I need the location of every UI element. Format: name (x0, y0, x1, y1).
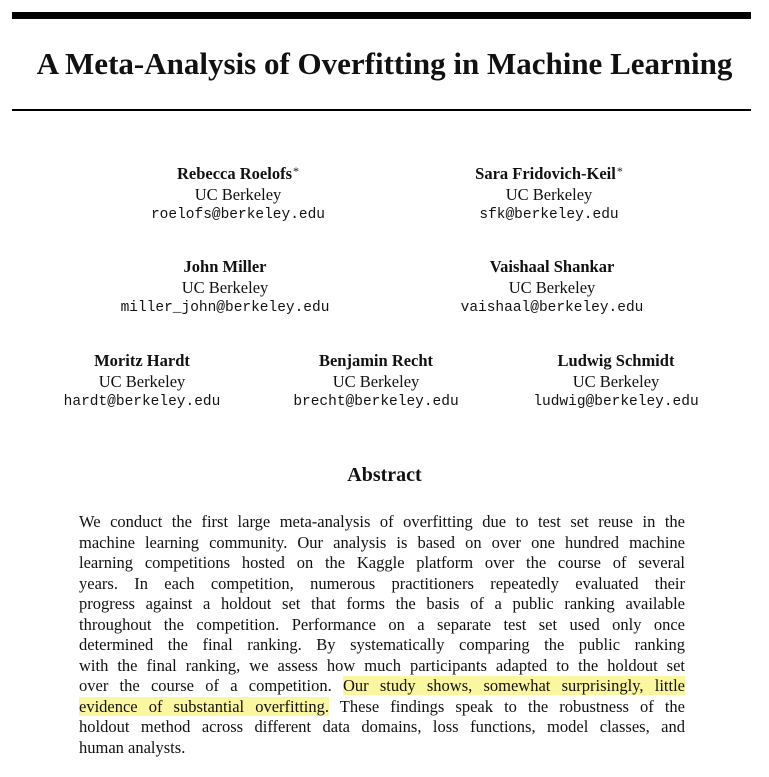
author-block (22, 350, 262, 412)
abstract-line: progress against a holdout set that forms the basis of a public ranking available (79, 594, 685, 613)
author-email: hardt@berkeley.edu (63, 394, 221, 410)
author-affiliation: UC Berkeley (332, 372, 420, 391)
equal-contribution-mark: * (293, 164, 299, 178)
author-affiliation: UC Berkeley (181, 278, 269, 297)
highlighted-text: evidence of substantial overfitting. (79, 696, 329, 716)
title-bottom-rule (12, 109, 751, 111)
abstract-text: over the course of a competition. (79, 676, 343, 695)
author-affiliation: UC Berkeley (98, 372, 186, 391)
abstract-line: determined the final ranking. By systematically comparing the public ranking (79, 635, 685, 654)
author-affiliation: UC Berkeley (572, 372, 660, 391)
highlighted-text: Our study shows, somewhat surprisingly, little (342, 676, 685, 695)
author-affiliation: UC Berkeley (194, 185, 282, 204)
author-name: Moritz Hardt (94, 351, 190, 370)
abstract-line: machine learning community. Our analysis is based on over one hundred machine (79, 532, 685, 552)
author-email: brecht@berkeley.edu (293, 394, 459, 410)
author-block (118, 163, 358, 225)
author-email: sfk@berkeley.edu (479, 207, 619, 223)
abstract-line (79, 676, 685, 697)
author-name: John Miller (183, 257, 267, 276)
author-affiliation: UC Berkeley (505, 185, 593, 204)
author-block (432, 256, 672, 318)
top-rule (12, 12, 751, 19)
author-email: vaishaal@berkeley.edu (460, 300, 644, 316)
abstract-line: human analysts. (79, 737, 186, 757)
author-block (496, 350, 736, 412)
abstract-line: holdout method across different data domains, loss functions, model classes, and (79, 717, 685, 736)
equal-contribution-mark: * (616, 164, 623, 178)
abstract-body (79, 512, 685, 758)
author-block (105, 256, 345, 318)
abstract-line: years. In each competition, numerous practitioners repeatedly evaluated their (79, 573, 685, 593)
author-name: Rebecca Roelofs (176, 164, 292, 183)
abstract-line: We conduct the first large meta-analysis of overfitting due to test set reuse in the (79, 512, 685, 531)
abstract-heading: Abstract (347, 464, 422, 486)
author-email: roelofs@berkeley.edu (150, 207, 326, 223)
author-block (429, 163, 669, 225)
abstract-line: with the final ranking, we assess how much participants adapted to the holdout set (79, 655, 685, 675)
author-name: Benjamin Recht (318, 351, 434, 370)
author-email: miller_john@berkeley.edu (120, 300, 330, 316)
author-name: Sara Fridovich-Keil (475, 164, 616, 183)
author-name: Ludwig Schmidt (557, 351, 675, 370)
abstract-line: learning competitions hosted on the Kaggle platform over the course of several (79, 553, 685, 572)
author-name: Vaishaal Shankar (489, 257, 615, 276)
author-email: ludwig@berkeley.edu (533, 394, 699, 410)
abstract-line: throughout the competition. Performance on a separate test set used only once (79, 614, 685, 634)
paper-title: A Meta-Analysis of Overfitting in Machine Learning (36, 46, 733, 81)
abstract-text: These findings speak to the robustness of the (328, 696, 685, 716)
abstract-line (79, 697, 685, 718)
author-block (256, 350, 496, 412)
author-affiliation: UC Berkeley (508, 278, 596, 297)
